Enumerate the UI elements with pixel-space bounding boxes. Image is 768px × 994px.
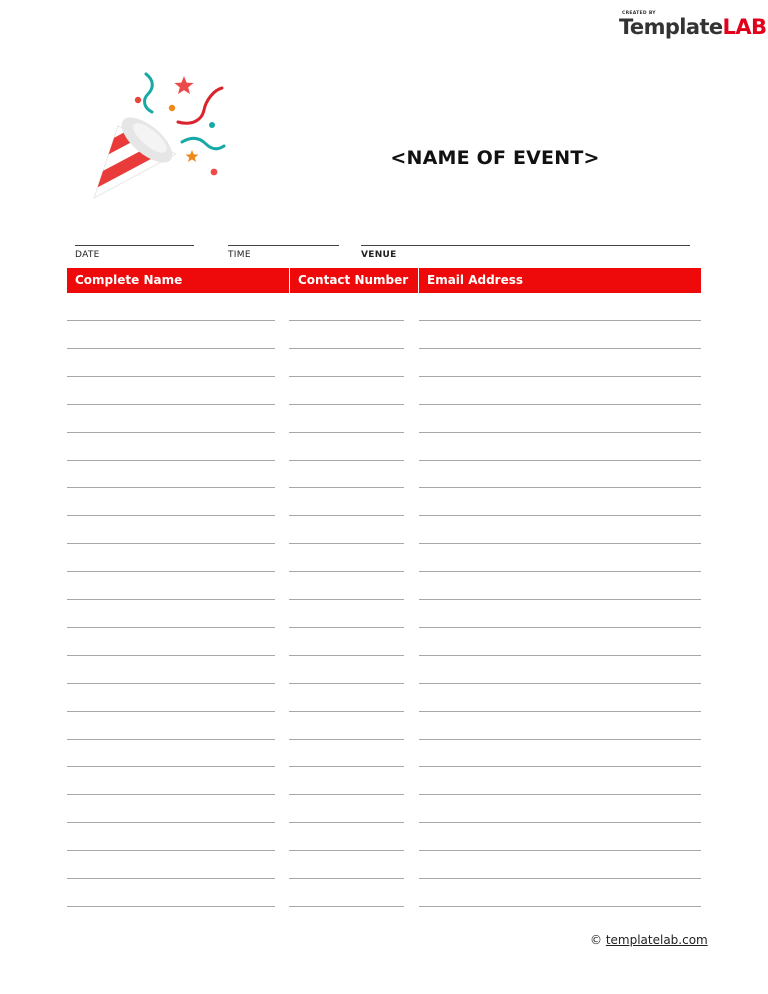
name-entry-line[interactable] [67, 878, 275, 879]
contact-entry-line[interactable] [289, 348, 404, 349]
name-entry-line[interactable] [67, 655, 275, 656]
date-field-line[interactable] [75, 245, 194, 246]
contact-entry-line[interactable] [289, 822, 404, 823]
templatelab-link[interactable]: templatelab.com [605, 933, 708, 947]
confetti-pink-dot [211, 169, 218, 176]
email-entry-line[interactable] [419, 515, 701, 516]
table-row [0, 627, 768, 628]
table-row [0, 878, 768, 879]
email-entry-line[interactable] [419, 683, 701, 684]
name-entry-line[interactable] [67, 711, 275, 712]
column-header-email-address: Email Address [427, 273, 524, 287]
table-row [0, 571, 768, 572]
contact-entry-line[interactable] [289, 571, 404, 572]
name-entry-line[interactable] [67, 739, 275, 740]
name-entry-line[interactable] [67, 543, 275, 544]
email-entry-line[interactable] [419, 543, 701, 544]
name-entry-line[interactable] [67, 850, 275, 851]
contact-entry-line[interactable] [289, 627, 404, 628]
name-entry-line[interactable] [67, 766, 275, 767]
name-entry-line[interactable] [67, 906, 275, 907]
confetti-red-wave [178, 88, 222, 123]
email-entry-line[interactable] [419, 850, 701, 851]
email-entry-line[interactable] [419, 404, 701, 405]
table-row [0, 822, 768, 823]
venue-field-line[interactable] [361, 245, 690, 246]
contact-entry-line[interactable] [289, 878, 404, 879]
contact-entry-line[interactable] [289, 487, 404, 488]
email-entry-line[interactable] [419, 348, 701, 349]
name-entry-line[interactable] [67, 432, 275, 433]
name-entry-line[interactable] [67, 571, 275, 572]
name-entry-line[interactable] [67, 487, 275, 488]
contact-entry-line[interactable] [289, 655, 404, 656]
contact-entry-line[interactable] [289, 543, 404, 544]
table-row [0, 766, 768, 767]
copyright-icon: © [590, 933, 602, 947]
table-row [0, 655, 768, 656]
contact-entry-line[interactable] [289, 739, 404, 740]
table-row [0, 739, 768, 740]
contact-entry-line[interactable] [289, 376, 404, 377]
confetti-red-star [174, 76, 193, 94]
table-row [0, 348, 768, 349]
contact-entry-line[interactable] [289, 850, 404, 851]
date-label: DATE [75, 250, 100, 260]
party-popper-icon [88, 66, 230, 208]
table-row [0, 711, 768, 712]
email-entry-line[interactable] [419, 739, 701, 740]
table-row [0, 460, 768, 461]
table-row [0, 487, 768, 488]
email-entry-line[interactable] [419, 878, 701, 879]
table-row [0, 404, 768, 405]
name-entry-line[interactable] [67, 683, 275, 684]
logo-created-by: CREATED BY [622, 11, 656, 16]
email-entry-line[interactable] [419, 906, 701, 907]
email-entry-line[interactable] [419, 794, 701, 795]
column-header-contact-number: Contact Number [298, 273, 409, 287]
table-row [0, 320, 768, 321]
email-entry-line[interactable] [419, 655, 701, 656]
contact-entry-line[interactable] [289, 906, 404, 907]
name-entry-line[interactable] [67, 320, 275, 321]
contact-entry-line[interactable] [289, 599, 404, 600]
email-entry-line[interactable] [419, 376, 701, 377]
contact-entry-line[interactable] [289, 404, 404, 405]
email-entry-line[interactable] [419, 320, 701, 321]
confetti-orange-dot [169, 105, 175, 111]
confetti-teal-curl [145, 74, 153, 112]
confetti-teal-dot [209, 122, 215, 128]
email-entry-line[interactable] [419, 487, 701, 488]
time-field-line[interactable] [228, 245, 339, 246]
table-row [0, 794, 768, 795]
logo-wordmark [619, 15, 766, 39]
logo-lab-text: LAB [722, 15, 767, 39]
venue-label: VENUE [361, 250, 397, 260]
contact-entry-line[interactable] [289, 320, 404, 321]
contact-entry-line[interactable] [289, 766, 404, 767]
name-entry-line[interactable] [67, 404, 275, 405]
table-row [0, 432, 768, 433]
table-row [0, 850, 768, 851]
contact-entry-line[interactable] [289, 460, 404, 461]
email-entry-line[interactable] [419, 766, 701, 767]
contact-entry-line[interactable] [289, 683, 404, 684]
contact-entry-line[interactable] [289, 794, 404, 795]
email-entry-line[interactable] [419, 627, 701, 628]
email-entry-line[interactable] [419, 432, 701, 433]
name-entry-line[interactable] [67, 794, 275, 795]
time-label: TIME [228, 250, 251, 260]
templatelab-logo [619, 11, 767, 41]
email-entry-line[interactable] [419, 571, 701, 572]
name-entry-line[interactable] [67, 822, 275, 823]
email-entry-line[interactable] [419, 460, 701, 461]
table-row [0, 683, 768, 684]
email-entry-line[interactable] [419, 599, 701, 600]
contact-entry-line[interactable] [289, 515, 404, 516]
table-row [0, 906, 768, 907]
logo-template-text: Template [619, 15, 723, 39]
footer-credit [590, 933, 708, 947]
table-row [0, 515, 768, 516]
confetti-red-dot [135, 97, 141, 103]
email-entry-line[interactable] [419, 711, 701, 712]
email-entry-line[interactable] [419, 822, 701, 823]
confetti-orange-star [186, 150, 199, 162]
table-row [0, 599, 768, 600]
name-entry-line[interactable] [67, 376, 275, 377]
column-header-complete-name: Complete Name [75, 273, 183, 287]
name-entry-line[interactable] [67, 460, 275, 461]
name-entry-line[interactable] [67, 348, 275, 349]
event-title[interactable]: <NAME OF EVENT> [390, 147, 600, 169]
name-entry-line[interactable] [67, 515, 275, 516]
table-header [67, 268, 701, 293]
contact-entry-line[interactable] [289, 432, 404, 433]
contact-entry-line[interactable] [289, 711, 404, 712]
table-row [0, 376, 768, 377]
name-entry-line[interactable] [67, 599, 275, 600]
table-row [0, 543, 768, 544]
confetti-teal-wave [182, 138, 224, 148]
name-entry-line[interactable] [67, 627, 275, 628]
